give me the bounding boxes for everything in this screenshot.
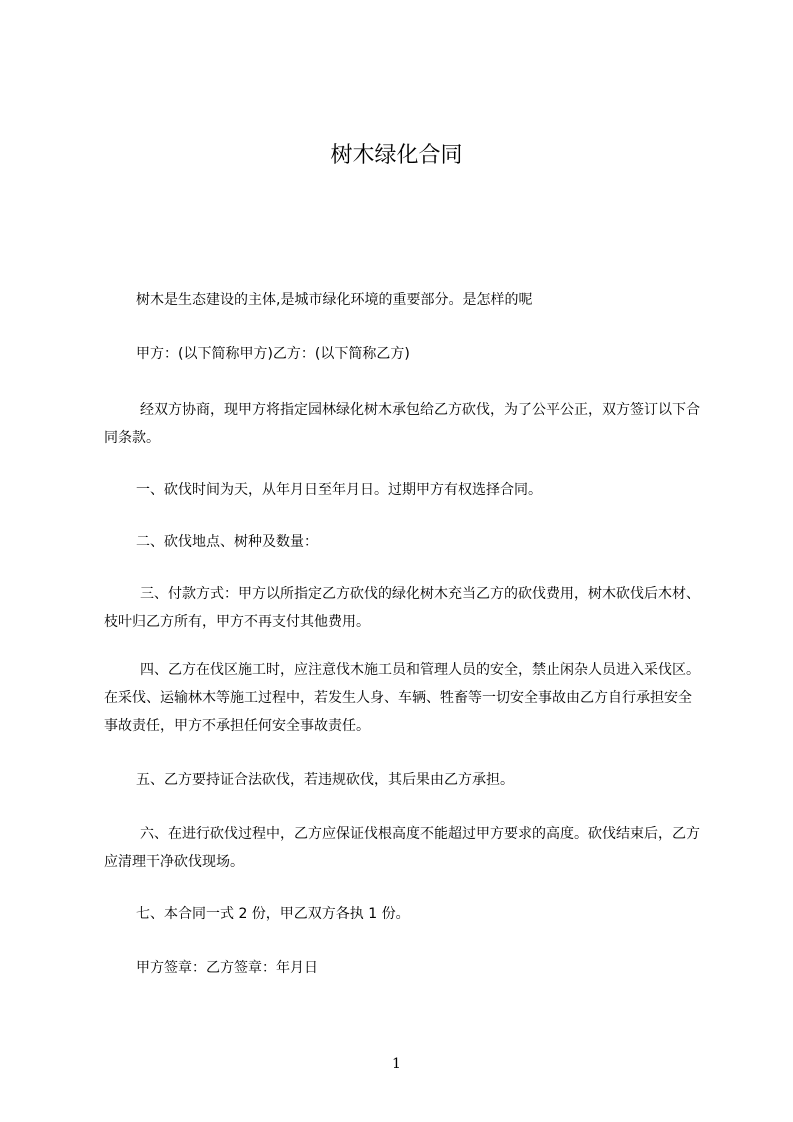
clause-4: 四、乙方在伐区施工时，应注意伐木施工员和管理人员的安全，禁止闲杂人员进入采伐区。在采伐、运输林木等施工过程中，若发生人身、车辆、牲畜等一切安全事故由乙方自行承担安全事故责任，甲方不承担任何安全事故责任。 [104, 662, 700, 734]
clause-3: 三、付款方式：甲方以所指定乙方砍伐的绿化树木充当乙方的砍伐费用，树木砍伐后木材、枝叶归乙方所有，甲方不再支付其他费用。 [104, 586, 700, 630]
parties-paragraph: 甲方：(以下简称甲方)乙方：(以下简称乙方) [136, 346, 410, 362]
document-title: 树木绿化合同 [330, 143, 463, 168]
signature-line: 甲方签章：乙方签章：年月日 [136, 960, 318, 976]
intro-paragraph: 树木是生态建设的主体,是城市绿化环境的重要部分。是怎样的呢 [136, 292, 533, 308]
clause-5: 五、乙方要持证合法砍伐，若违规砍伐，其后果由乙方承担。 [136, 772, 514, 788]
preamble-paragraph: 经双方协商，现甲方将指定园林绿化树木承包给乙方砍伐，为了公平公正，双方签订以下合同条款。 [104, 402, 700, 446]
clause-2: 二、砍伐地点、树种及数量： [136, 534, 318, 550]
clause-1: 一、砍伐时间为天，从年月日至年月日。过期甲方有权选择合同。 [136, 482, 542, 498]
clause-6: 六、在进行砍伐过程中，乙方应保证伐根高度不能超过甲方要求的高度。砍伐结束后，乙方应清理干净砍伐现场。 [104, 826, 700, 870]
page-number: 1 [392, 1056, 401, 1072]
clause-7: 七、本合同一式 2 份，甲乙双方各执 1 份。 [136, 906, 410, 922]
